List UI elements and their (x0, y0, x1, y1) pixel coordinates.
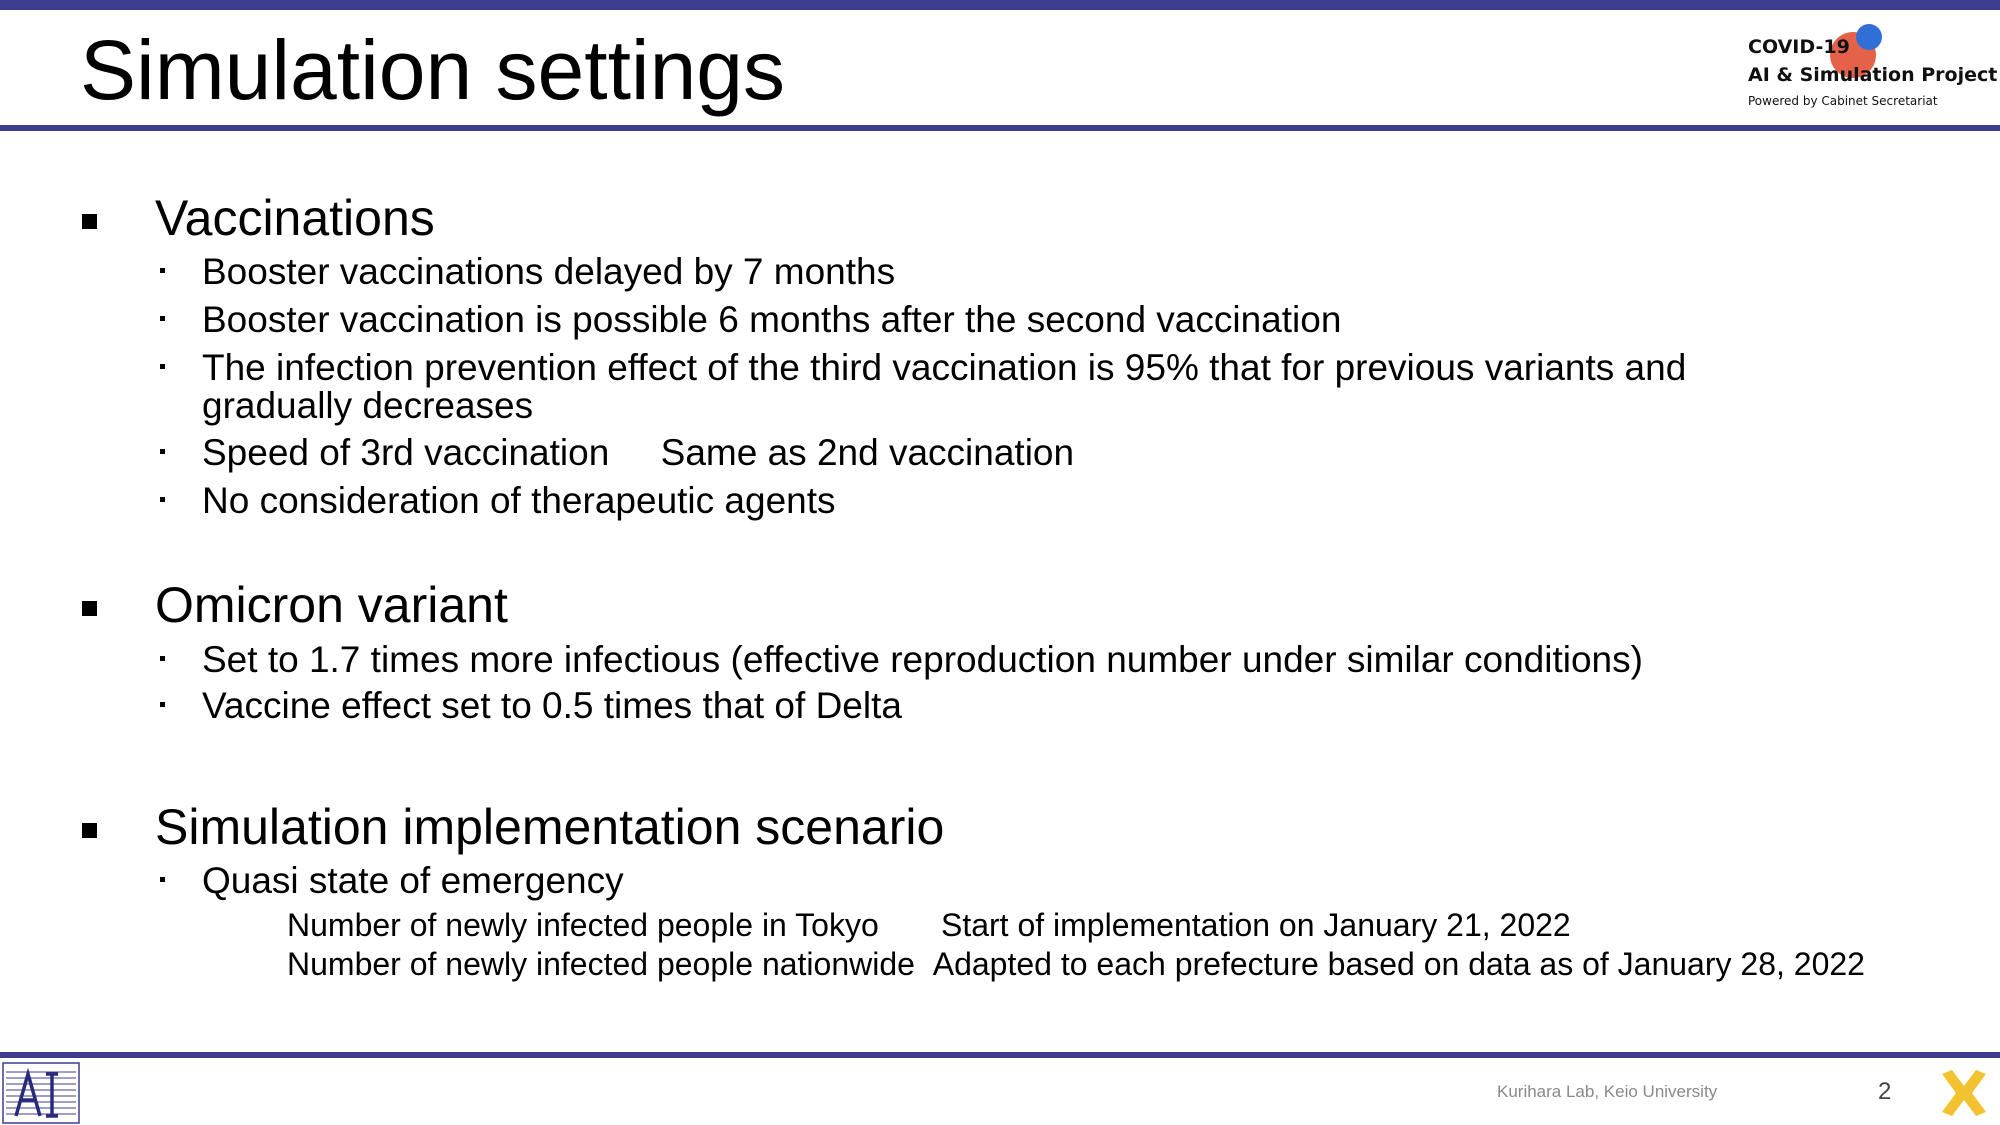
top-rule (0, 0, 2000, 10)
section-bullet (82, 601, 97, 616)
section-heading-omicron: Omicron variant (155, 577, 508, 633)
scenario-detail-nationwide: Number of newly infected people nationwide Adapted to each prefecture based on data as of January 28, 2022 (287, 946, 1865, 982)
section-bullet (82, 214, 97, 229)
header-rule (0, 125, 2000, 131)
scenario-detail-tokyo: Number of newly infected people in Tokyo Start of implementation on January 21, 2022 (287, 907, 1571, 943)
item-bullet (160, 656, 165, 661)
item-bullet (160, 316, 165, 321)
covid-ai-project-logo (1748, 22, 1998, 122)
item-bullet (160, 497, 165, 502)
item-bullet (160, 877, 165, 882)
logo-line-2: AI & Simulation Project (1748, 64, 1998, 86)
list-item: The infection prevention effect of the third vaccination is 95% that for previous variants and (202, 347, 1687, 388)
list-item: Speed of 3rd vaccination Same as 2nd vaccination (202, 432, 1075, 473)
list-item-continuation: gradually decreases (202, 385, 534, 426)
logo-line-3: Powered by Cabinet Secretariat (1748, 94, 1938, 108)
list-item: No consideration of therapeutic agents (202, 480, 836, 521)
section-heading-scenario: Simulation implementation scenario (155, 799, 945, 855)
kurihara-lab-logo-icon (2, 1062, 80, 1124)
section-bullet (82, 823, 97, 838)
logo-blue-dot (1856, 24, 1882, 50)
item-bullet (160, 449, 165, 454)
list-item: Set to 1.7 times more infectious (effective reproduction number under similar conditions) (202, 639, 1643, 680)
item-bullet (160, 268, 165, 273)
section-heading-vaccinations: Vaccinations (155, 190, 435, 246)
logo-line-1: COVID-19 (1748, 36, 1850, 58)
page-number: 2 (1878, 1078, 1892, 1105)
item-bullet (160, 702, 165, 707)
x-logo-icon (1938, 1068, 1990, 1118)
slide-title: Simulation settings (80, 23, 786, 117)
list-item: Booster vaccination is possible 6 months after the second vaccination (202, 299, 1342, 340)
list-item: Vaccine effect set to 0.5 times that of Delta (202, 685, 902, 726)
list-item: Booster vaccinations delayed by 7 months (202, 251, 896, 292)
list-item: Quasi state of emergency (202, 860, 624, 901)
footer-rule (0, 1052, 2000, 1058)
item-bullet (160, 364, 165, 369)
footer-affiliation: Kurihara Lab, Keio University (1497, 1082, 1718, 1101)
